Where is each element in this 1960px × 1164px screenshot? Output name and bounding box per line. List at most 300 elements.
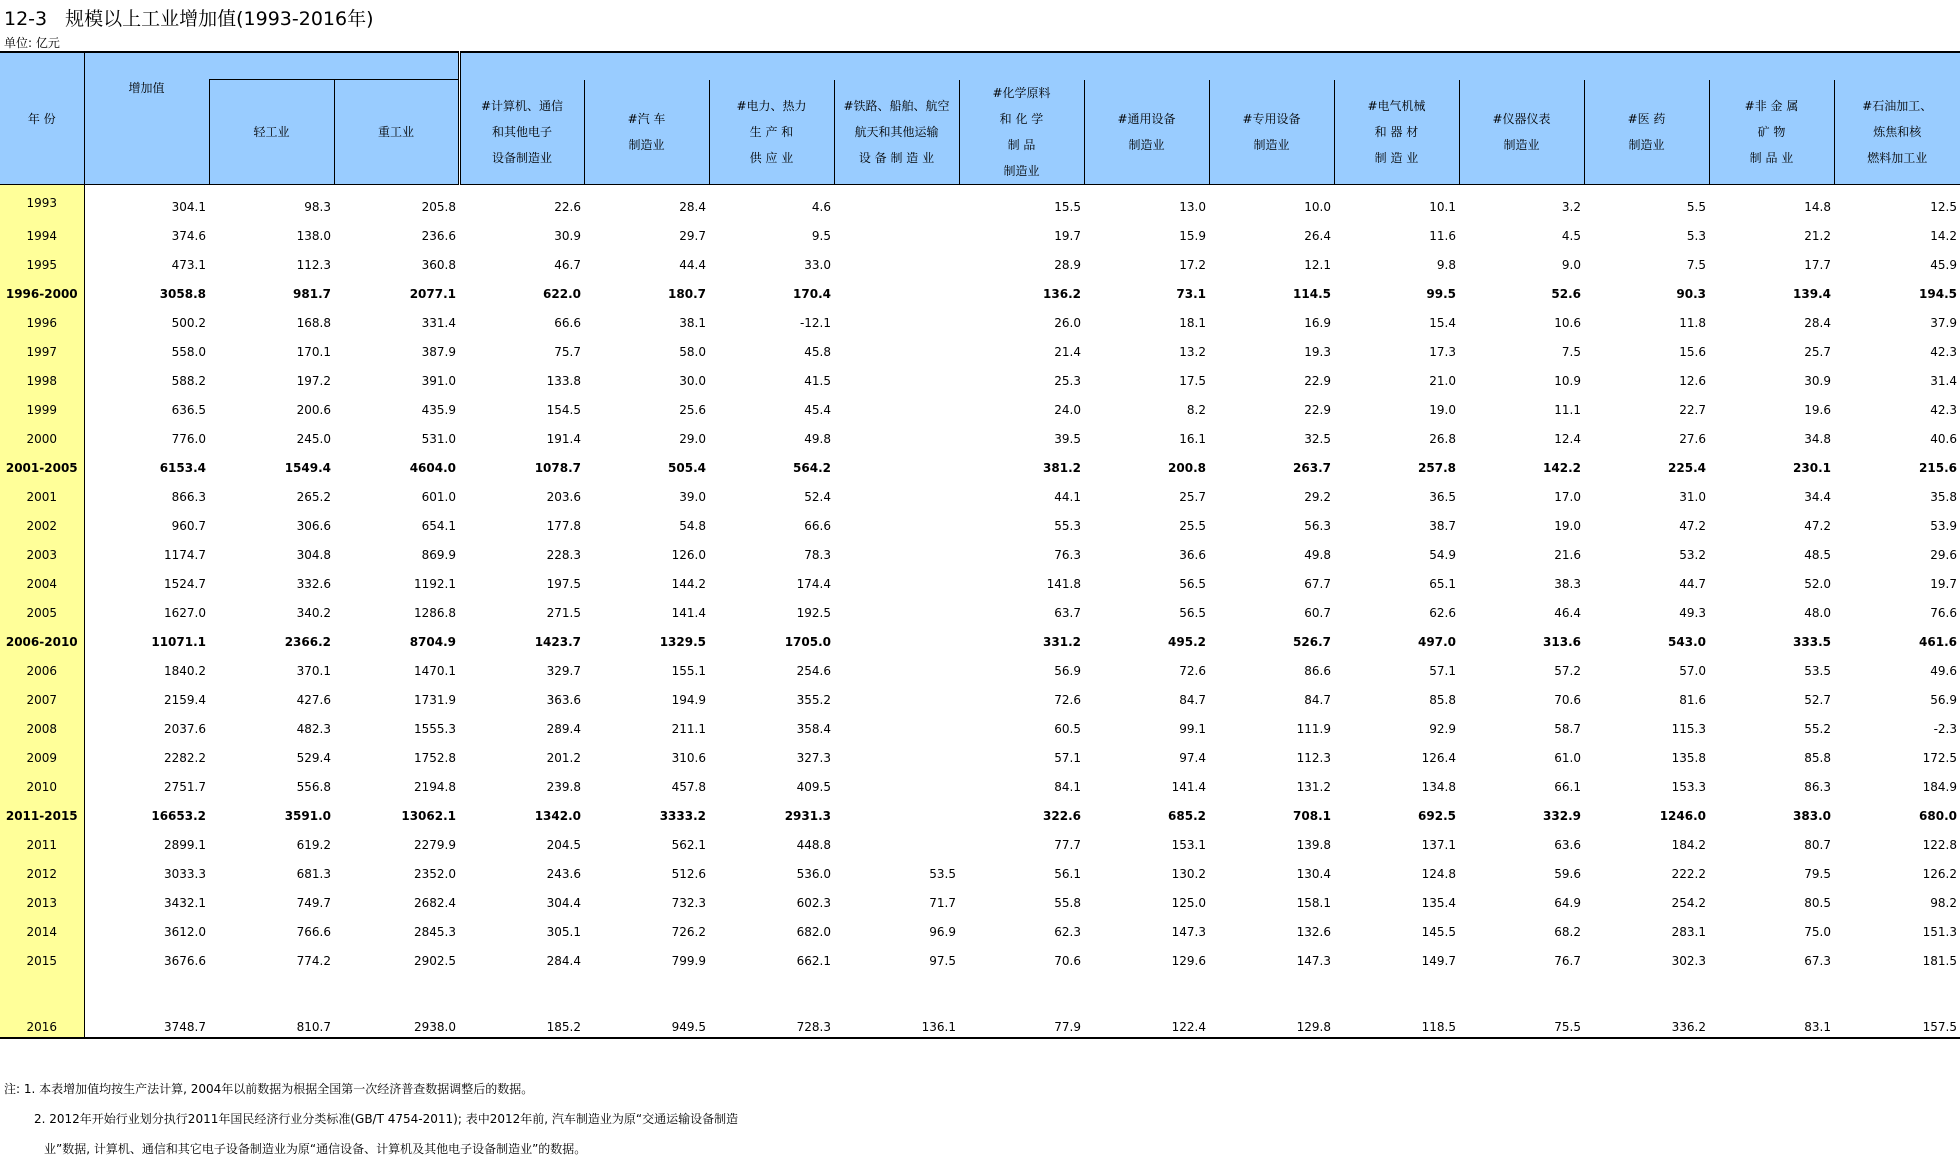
table-row: [0, 976, 1960, 1038]
table-cell: 78.3: [804, 548, 831, 562]
table-cell: 692.5: [1418, 809, 1456, 823]
col-header-computer: #计算机、通信 和其他电子 设备制造业: [459, 80, 584, 185]
table-row: [0, 773, 1960, 802]
row-year: 2007: [0, 686, 84, 715]
table-cell: 56.3: [1304, 519, 1331, 533]
table-cell: 495.2: [1168, 635, 1206, 649]
table-cell: 86.6: [1304, 664, 1331, 678]
table-cell: 10.9: [1554, 374, 1581, 388]
table-cell: 53.9: [1930, 519, 1957, 533]
unit-label: 单位: 亿元: [4, 36, 60, 50]
table-cell: 866.3: [171, 490, 206, 504]
table-cell: 63.7: [1054, 606, 1081, 620]
footnote-2: 2. 2012年开始行业划分执行2011年国民经济行业分类标准(GB/T 4754-2011); 表中2012年前, 汽车制造业为原“交通运输设备制造: [34, 1112, 739, 1126]
table-cell: 66.6: [804, 519, 831, 533]
table-cell: 1246.0: [1659, 809, 1706, 823]
table-cell: [834, 222, 959, 251]
table-cell: 11.1: [1554, 403, 1581, 417]
table-cell: 3676.6: [164, 954, 206, 968]
table-cell: 57.1: [1054, 751, 1081, 765]
table-cell: 39.5: [1054, 432, 1081, 446]
table-cell: 1174.7: [164, 548, 206, 562]
table-cell: 205.8: [421, 200, 456, 214]
table-cell: 96.9: [929, 925, 956, 939]
table-cell: 512.6: [671, 867, 706, 881]
table-cell: 17.0: [1554, 490, 1581, 504]
table-cell: 97.4: [1179, 751, 1206, 765]
table-cell: [834, 744, 959, 773]
table-cell: 228.3: [546, 548, 581, 562]
table-cell: 622.0: [543, 287, 581, 301]
table-cell: 21.4: [1054, 345, 1081, 359]
table-cell: 13062.1: [401, 809, 456, 823]
table-cell: [834, 367, 959, 396]
table-cell: 194.5: [1919, 287, 1957, 301]
table-cell: 1342.0: [534, 809, 581, 823]
table-cell: 60.7: [1304, 606, 1331, 620]
table-cell: 56.5: [1179, 577, 1206, 591]
table-cell: 728.3: [709, 976, 834, 1038]
table-cell: 135.4: [1421, 896, 1456, 910]
table-cell: 154.5: [546, 403, 581, 417]
table-row: [0, 185, 1960, 223]
table-cell: 776.0: [171, 432, 206, 446]
table-cell: 194.9: [671, 693, 706, 707]
table-cell: 230.1: [1793, 461, 1831, 475]
table-cell: 34.4: [1804, 490, 1831, 504]
table-cell: 17.2: [1179, 258, 1206, 272]
table-cell: 4.5: [1561, 229, 1581, 243]
table-cell: 531.0: [421, 432, 456, 446]
row-year: 1999: [0, 396, 84, 425]
table-cell: 322.6: [1043, 809, 1081, 823]
table-cell: 3591.0: [284, 809, 331, 823]
table-cell: 49.3: [1679, 606, 1706, 620]
table-cell: 44.1: [1054, 490, 1081, 504]
table-cell: 29.7: [679, 229, 706, 243]
table-cell: 55.3: [1054, 519, 1081, 533]
footnotes: [4, 1074, 738, 1164]
table-cell: 29.6: [1930, 548, 1957, 562]
table-cell: 2682.4: [414, 896, 456, 910]
table-cell: 654.1: [421, 519, 456, 533]
table-cell: 170.4: [793, 287, 831, 301]
col-header-general-equipment: #通用设备 制造业: [1084, 80, 1209, 185]
table-cell: 254.2: [1671, 896, 1706, 910]
table-cell: 26.8: [1429, 432, 1456, 446]
table-cell: 65.1: [1429, 577, 1456, 591]
table-cell: 57.0: [1679, 664, 1706, 678]
table-cell: 619.2: [296, 838, 331, 852]
table-cell: 75.0: [1804, 925, 1831, 939]
table-cell: 42.3: [1930, 345, 1957, 359]
table-cell: 2751.7: [164, 780, 206, 794]
table-cell: 185.2: [459, 976, 584, 1038]
table-cell: 14.8: [1804, 200, 1831, 214]
table-cell: 13.2: [1179, 345, 1206, 359]
table-cell: 22.9: [1304, 403, 1331, 417]
title-number: 12-3: [4, 8, 48, 30]
table-cell: 129.6: [1171, 954, 1206, 968]
title-text: 规模以上工业增加值(1993-2016年): [65, 8, 374, 30]
table-cell: 126.4: [1421, 751, 1456, 765]
row-year: 1996-2000: [0, 280, 84, 309]
table-cell: 2899.1: [164, 838, 206, 852]
table-cell: 25.7: [1804, 345, 1831, 359]
table-cell: 83.1: [1709, 976, 1834, 1038]
table-cell: 47.2: [1804, 519, 1831, 533]
table-cell: 158.1: [1296, 896, 1331, 910]
table-cell: 254.6: [796, 664, 831, 678]
table-cell: 204.5: [546, 838, 581, 852]
table-cell: 52.0: [1804, 577, 1831, 591]
table-cell: 70.6: [1054, 954, 1081, 968]
table-cell: 32.5: [1304, 432, 1331, 446]
table-cell: 25.3: [1054, 374, 1081, 388]
table-cell: 201.2: [546, 751, 581, 765]
table-cell: 27.6: [1679, 432, 1706, 446]
col-header-year: 年 份: [0, 52, 84, 185]
table-cell: 500.2: [171, 316, 206, 330]
table-cell: 98.3: [304, 200, 331, 214]
table-cell: 26.0: [1054, 316, 1081, 330]
table-cell: 181.5: [1922, 954, 1957, 968]
table-cell: 42.3: [1930, 403, 1957, 417]
table-cell: 1731.9: [414, 693, 456, 707]
table-cell: 48.5: [1804, 548, 1831, 562]
table-cell: 141.4: [1171, 780, 1206, 794]
table-cell: 7.5: [1686, 258, 1706, 272]
table-cell: 31.0: [1679, 490, 1706, 504]
row-year: 2011-2015: [0, 802, 84, 831]
table-row: [0, 425, 1960, 454]
table-cell: 139.4: [1793, 287, 1831, 301]
table-cell: 3033.3: [164, 867, 206, 881]
table-cell: 3748.7: [84, 976, 209, 1038]
table-cell: 122.8: [1922, 838, 1957, 852]
table-cell: 383.0: [1793, 809, 1831, 823]
table-cell: 59.6: [1554, 867, 1581, 881]
table-cell: 681.3: [296, 867, 331, 881]
table-cell: 147.3: [1171, 925, 1206, 939]
table-cell: 44.4: [679, 258, 706, 272]
col-header-electrical: #电气机械 和 器 材 制 造 业: [1334, 80, 1459, 185]
table-cell: [834, 309, 959, 338]
table-cell: 84.7: [1304, 693, 1331, 707]
table-cell: 3432.1: [164, 896, 206, 910]
table-cell: [834, 483, 959, 512]
table-cell: 76.3: [1054, 548, 1081, 562]
table-cell: 12.4: [1554, 432, 1581, 446]
table-cell: 1286.8: [414, 606, 456, 620]
table-cell: 482.3: [296, 722, 331, 736]
table-cell: 2282.2: [164, 751, 206, 765]
table-cell: 4604.0: [409, 461, 456, 475]
table-cell: -12.1: [799, 316, 831, 330]
table-row: [0, 309, 1960, 338]
table-cell: 13.0: [1179, 200, 1206, 214]
table-cell: 73.1: [1176, 287, 1206, 301]
table-cell: 2279.9: [414, 838, 456, 852]
row-year: 2002: [0, 512, 84, 541]
table-cell: 197.5: [546, 577, 581, 591]
table-cell: 125.0: [1171, 896, 1206, 910]
table-cell: 46.4: [1554, 606, 1581, 620]
table-cell: 766.6: [296, 925, 331, 939]
table-cell: 360.8: [421, 258, 456, 272]
table-cell: 147.3: [1296, 954, 1331, 968]
table-cell: 543.0: [1668, 635, 1706, 649]
table-cell: 34.8: [1804, 432, 1831, 446]
table-cell: 329.7: [546, 664, 581, 678]
row-year: 2014: [0, 918, 84, 947]
table-row: [0, 280, 1960, 309]
row-year: 2006-2010: [0, 628, 84, 657]
table-cell: 38.7: [1429, 519, 1456, 533]
table-cell: 289.4: [546, 722, 581, 736]
table-cell: 222.2: [1671, 867, 1706, 881]
table-cell: 11.8: [1679, 316, 1706, 330]
table-cell: -2.3: [1933, 722, 1957, 736]
table-cell: 137.1: [1421, 838, 1456, 852]
table-cell: 45.8: [804, 345, 831, 359]
row-year: 1993: [0, 185, 84, 223]
table-cell: 72.6: [1054, 693, 1081, 707]
table-cell: 55.2: [1804, 722, 1831, 736]
table-cell: 80.7: [1804, 838, 1831, 852]
table-cell: 15.9: [1179, 229, 1206, 243]
table-cell: 36.5: [1429, 490, 1456, 504]
table-cell: 243.6: [546, 867, 581, 881]
row-year: 2004: [0, 570, 84, 599]
table-cell: 497.0: [1418, 635, 1456, 649]
col-header-heavy: 重工业: [334, 80, 459, 185]
table-cell: 9.8: [1436, 258, 1456, 272]
table-cell: 1549.4: [284, 461, 331, 475]
table-cell: 8704.9: [409, 635, 456, 649]
row-year: 2001: [0, 483, 84, 512]
table-cell: 25.5: [1179, 519, 1206, 533]
row-year: 2003: [0, 541, 84, 570]
table-cell: 203.6: [546, 490, 581, 504]
table-cell: 15.4: [1429, 316, 1456, 330]
table-cell: 505.4: [668, 461, 706, 475]
table-cell: 265.2: [296, 490, 331, 504]
table-cell: 588.2: [171, 374, 206, 388]
table-cell: 749.7: [296, 896, 331, 910]
col-header-rail: #铁路、船舶、航空 航天和其他运输 设 备 制 造 业: [834, 80, 959, 185]
table-cell: 22.6: [554, 200, 581, 214]
table-cell: 5.3: [1686, 229, 1706, 243]
table-cell: 5.5: [1686, 200, 1706, 214]
table-cell: 61.0: [1554, 751, 1581, 765]
table-cell: 56.1: [1054, 867, 1081, 881]
table-cell: 6153.4: [159, 461, 206, 475]
row-year: 1998: [0, 367, 84, 396]
page-title: [4, 4, 374, 30]
table-cell: 136.1: [834, 976, 959, 1038]
table-cell: 8.2: [1186, 403, 1206, 417]
table-cell: 77.7: [1054, 838, 1081, 852]
table-row: [0, 599, 1960, 628]
table-cell: 52.4: [804, 490, 831, 504]
table-cell: 602.3: [796, 896, 831, 910]
table-cell: 16653.2: [151, 809, 206, 823]
table-cell: 21.2: [1804, 229, 1831, 243]
table-cell: 19.3: [1304, 345, 1331, 359]
table-cell: 38.3: [1554, 577, 1581, 591]
table-cell: 263.7: [1293, 461, 1331, 475]
table-cell: 141.4: [671, 606, 706, 620]
table-body: [0, 185, 1960, 1039]
table-cell: 170.1: [296, 345, 331, 359]
row-year: 2013: [0, 889, 84, 918]
col-header-instrument: #仪器仪表 制造业: [1459, 80, 1584, 185]
table-cell: 84.1: [1054, 780, 1081, 794]
row-year: 2015: [0, 947, 84, 976]
table-cell: 129.8: [1209, 976, 1334, 1038]
table-cell: 427.6: [296, 693, 331, 707]
row-year: 2010: [0, 773, 84, 802]
table-cell: 67.3: [1804, 954, 1831, 968]
row-year: 2011: [0, 831, 84, 860]
table-cell: 66.1: [1554, 780, 1581, 794]
table-cell: [834, 454, 959, 483]
table-cell: 1627.0: [164, 606, 206, 620]
table-cell: 30.9: [1804, 374, 1831, 388]
table-cell: 67.7: [1304, 577, 1331, 591]
table-row: [0, 657, 1960, 686]
table-cell: 11071.1: [151, 635, 206, 649]
table-cell: 130.2: [1171, 867, 1206, 881]
table-cell: 562.1: [671, 838, 706, 852]
table-cell: 305.1: [546, 925, 581, 939]
table-cell: 9.5: [811, 229, 831, 243]
table-cell: 90.3: [1676, 287, 1706, 301]
table-cell: 215.6: [1919, 461, 1957, 475]
table-cell: 381.2: [1043, 461, 1081, 475]
header-spacer-right: [459, 52, 1960, 80]
row-year: 1997: [0, 338, 84, 367]
table-cell: 56.9: [1054, 664, 1081, 678]
table-cell: 12.6: [1679, 374, 1706, 388]
table-cell: [834, 773, 959, 802]
col-header-nonmetal: #非 金 属 矿 物 制 品 业: [1709, 80, 1834, 185]
table-row: [0, 222, 1960, 251]
table-cell: 28.4: [1804, 316, 1831, 330]
table-cell: 80.5: [1804, 896, 1831, 910]
table-cell: 1423.7: [534, 635, 581, 649]
table-cell: 53.5: [929, 867, 956, 881]
table-cell: 271.5: [546, 606, 581, 620]
table-cell: 29.0: [679, 432, 706, 446]
table-cell: 960.7: [171, 519, 206, 533]
table-cell: [834, 280, 959, 309]
table-cell: 391.0: [421, 374, 456, 388]
table-cell: [834, 541, 959, 570]
table-cell: [834, 628, 959, 657]
table-cell: 7.5: [1561, 345, 1581, 359]
table-cell: 153.3: [1671, 780, 1706, 794]
table-cell: 30.0: [679, 374, 706, 388]
table-cell: 55.8: [1054, 896, 1081, 910]
table-cell: 536.0: [796, 867, 831, 881]
table-cell: 2845.3: [414, 925, 456, 939]
table-row: [0, 251, 1960, 280]
table-cell: 9.0: [1561, 258, 1581, 272]
table-cell: 144.2: [671, 577, 706, 591]
table-cell: 184.9: [1922, 780, 1957, 794]
table-cell: 142.2: [1543, 461, 1581, 475]
table-cell: 14.2: [1930, 229, 1957, 243]
table-cell: 197.2: [296, 374, 331, 388]
table-cell: 184.2: [1671, 838, 1706, 852]
table-cell: 2931.3: [784, 809, 831, 823]
table-cell: 387.9: [421, 345, 456, 359]
table-cell: 168.8: [296, 316, 331, 330]
table-cell: [834, 425, 959, 454]
table-cell: 24.0: [1054, 403, 1081, 417]
table-cell: 57.1: [1429, 664, 1456, 678]
table-cell: 153.1: [1171, 838, 1206, 852]
table-cell: 1192.1: [414, 577, 456, 591]
table-cell: 236.6: [421, 229, 456, 243]
table-row: [0, 918, 1960, 947]
table-row: [0, 831, 1960, 860]
table-cell: 332.6: [296, 577, 331, 591]
table-cell: 180.7: [668, 287, 706, 301]
col-header-petroleum: #石油加工、 炼焦和核 燃料加工业: [1834, 80, 1960, 185]
table-cell: 685.2: [1168, 809, 1206, 823]
industry-value-added-table: [0, 51, 1960, 1039]
table-cell: 19.0: [1429, 403, 1456, 417]
table-cell: 310.6: [671, 751, 706, 765]
table-cell: 48.0: [1804, 606, 1831, 620]
table-cell: 33.0: [804, 258, 831, 272]
table-row: [0, 860, 1960, 889]
table-cell: 138.0: [296, 229, 331, 243]
table-cell: 177.8: [546, 519, 581, 533]
table-cell: 41.5: [804, 374, 831, 388]
table-cell: 28.9: [1054, 258, 1081, 272]
table-cell: 304.4: [546, 896, 581, 910]
table-cell: 682.0: [796, 925, 831, 939]
table-cell: 409.5: [796, 780, 831, 794]
table-cell: 2902.5: [414, 954, 456, 968]
table-cell: 15.6: [1679, 345, 1706, 359]
footnote-1: 注: 1. 本表增加值均按生产法计算, 2004年以前数据为根据全国第一次经济普查数据调整后的数据。: [4, 1082, 534, 1096]
table-cell: 810.7: [209, 976, 334, 1038]
table-cell: [834, 831, 959, 860]
table-cell: [834, 599, 959, 628]
table-cell: 52.6: [1551, 287, 1581, 301]
table-cell: [834, 396, 959, 425]
table-cell: 680.0: [1919, 809, 1957, 823]
table-cell: [834, 802, 959, 831]
table-cell: 40.6: [1930, 432, 1957, 446]
table-cell: 60.5: [1054, 722, 1081, 736]
table-row: [0, 541, 1960, 570]
table-cell: 39.0: [679, 490, 706, 504]
table-cell: 336.2: [1584, 976, 1709, 1038]
table-row: [0, 338, 1960, 367]
table-cell: 192.5: [796, 606, 831, 620]
table-cell: 79.5: [1804, 867, 1831, 881]
col-header-power: #电力、热力 生 产 和 供 应 业: [709, 80, 834, 185]
table-cell: 284.4: [546, 954, 581, 968]
table-cell: 151.3: [1922, 925, 1957, 939]
table-cell: 53.2: [1679, 548, 1706, 562]
